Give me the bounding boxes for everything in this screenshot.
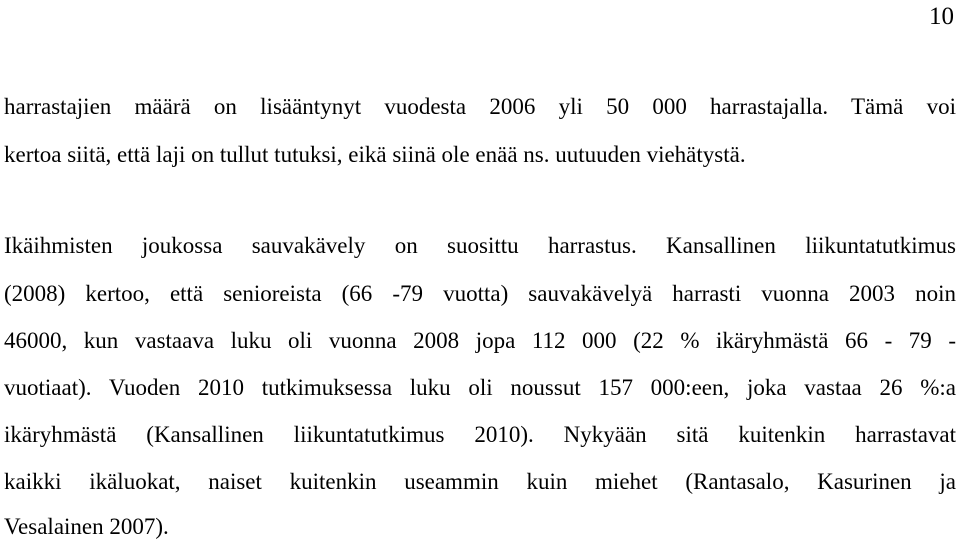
text-line: ikäryhmästä (Kansallinen liikuntatutkimus 2010). Nykyään sitä kuitenkin harrastavat — [4, 422, 956, 447]
text-line: vuotiaat). Vuoden 2010 tutkimuksessa luku oli noussut 157 000:een, joka vastaa 26 %:a — [4, 375, 956, 400]
text-line: kertoa siitä, että laji on tullut tutuksi, eikä siinä ole enää ns. uutuuden viehätystä. — [4, 142, 746, 167]
text-line: 46000, kun vastaava luku oli vuonna 2008 jopa 112 000 (22 % ikäryhmästä 66 - 79 - — [4, 328, 956, 353]
page-number: 10 — [929, 3, 954, 30]
text-line: kaikki ikäluokat, naiset kuitenkin useammin kuin miehet (Rantasalo, Kasurinen ja — [4, 469, 956, 494]
text-line: Vesalainen 2007). — [4, 514, 169, 539]
text-line: Ikäihmisten joukossa sauvakävely on suosittu harrastus. Kansallinen liikuntatutkimus — [4, 233, 956, 258]
text-line: harrastajien määrä on lisääntynyt vuodesta 2006 yli 50 000 harrastajalla. Tämä voi — [4, 94, 956, 119]
text-line: (2008) kertoo, että senioreista (66 -79 vuotta) sauvakävelyä harrasti vuonna 2003 noin — [4, 281, 956, 306]
